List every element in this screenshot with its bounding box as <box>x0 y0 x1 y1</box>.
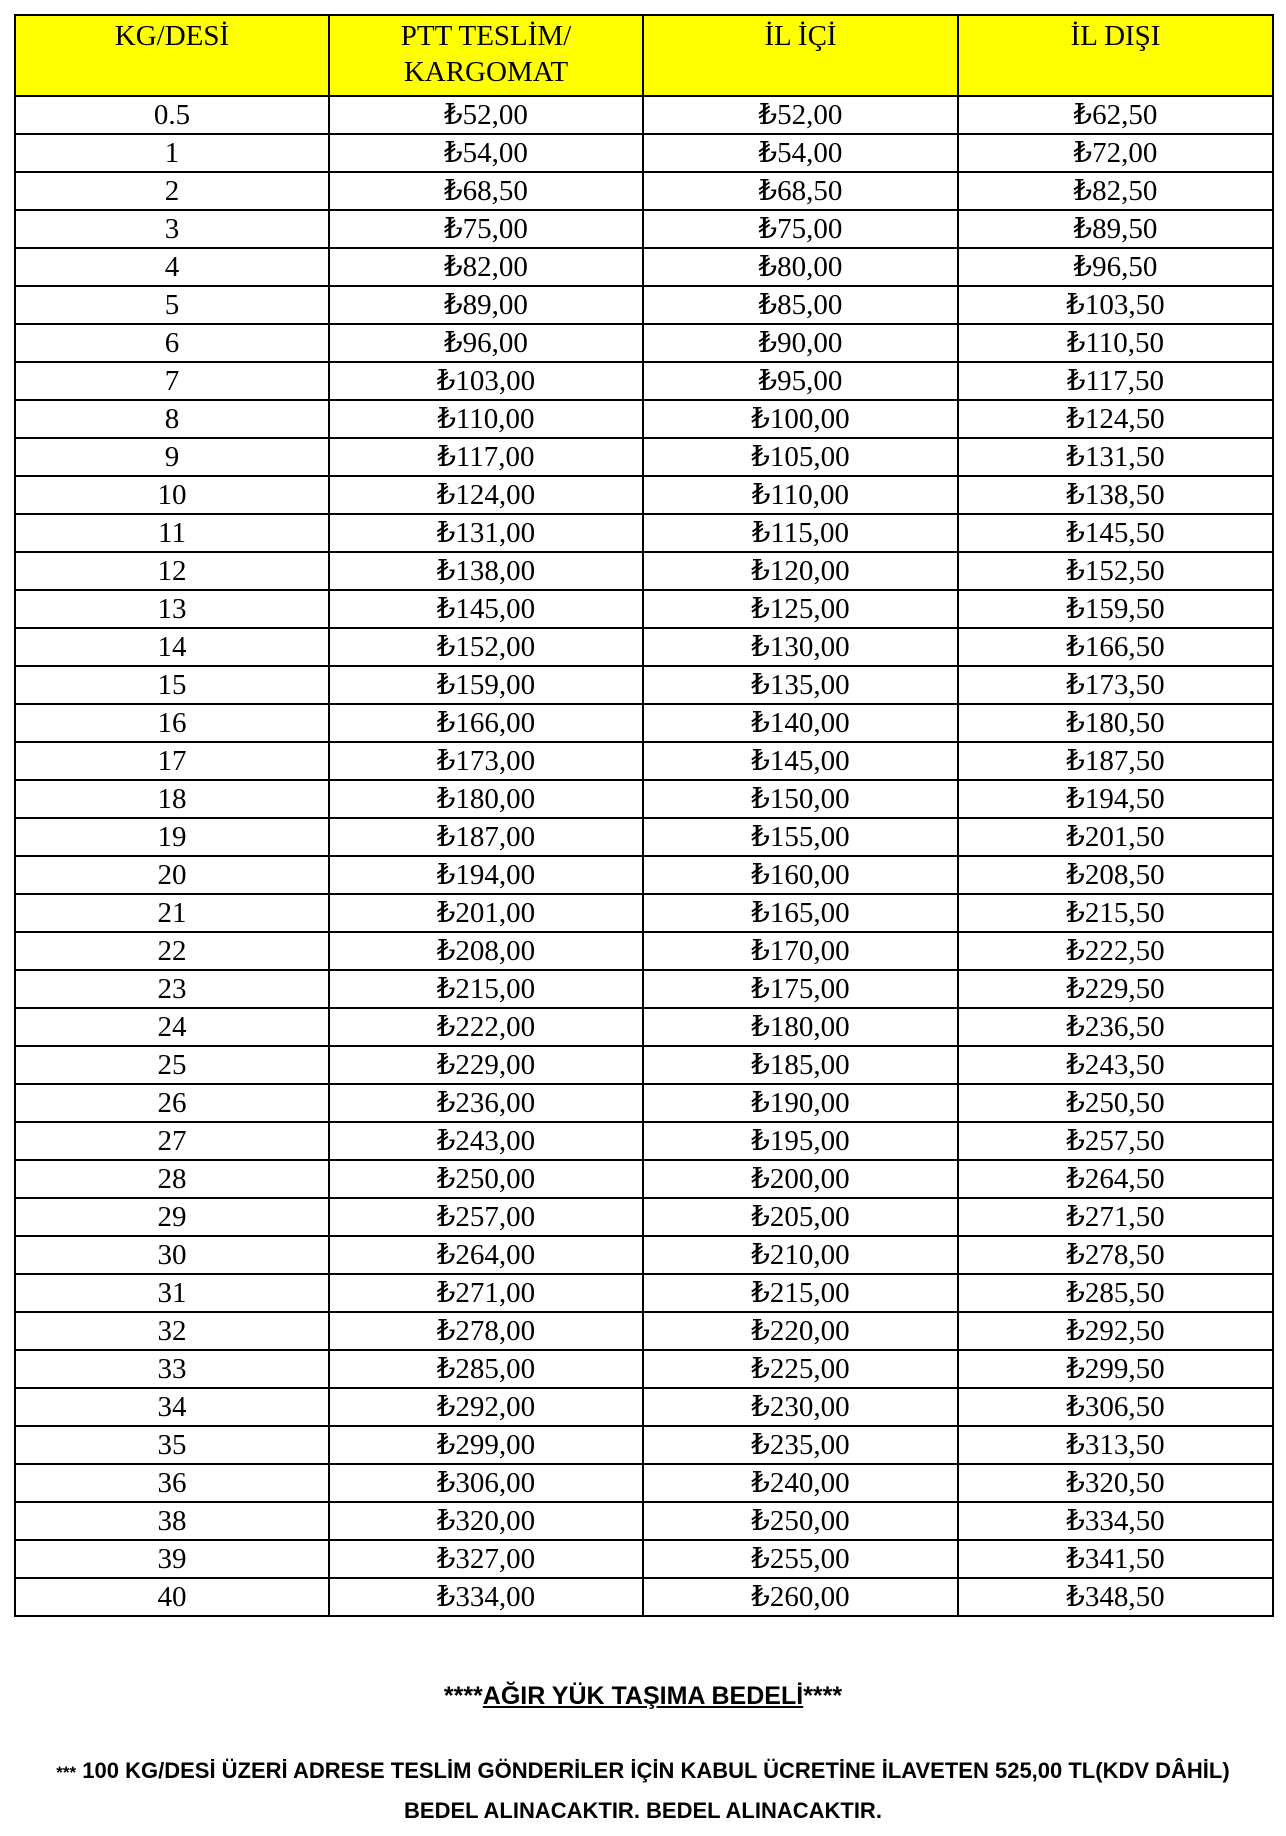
cell-il-disi: ₺138,50 <box>958 476 1273 514</box>
cell-il-ici: ₺165,00 <box>643 894 958 932</box>
cell-il-ici: ₺170,00 <box>643 932 958 970</box>
cell-kg-desi: 27 <box>15 1122 329 1160</box>
cell-kg-desi: 18 <box>15 780 329 818</box>
cell-ptt-teslim: ₺145,00 <box>329 590 643 628</box>
cell-il-disi: ₺124,50 <box>958 400 1273 438</box>
cell-il-ici: ₺135,00 <box>643 666 958 704</box>
cell-ptt-teslim: ₺103,00 <box>329 362 643 400</box>
cell-kg-desi: 9 <box>15 438 329 476</box>
cell-kg-desi: 25 <box>15 1046 329 1084</box>
cell-il-ici: ₺68,50 <box>643 172 958 210</box>
cell-kg-desi: 22 <box>15 932 329 970</box>
cell-ptt-teslim: ₺117,00 <box>329 438 643 476</box>
table-body <box>15 96 1273 1616</box>
table-row <box>15 324 1273 362</box>
footer-stars: *** <box>56 1763 77 1782</box>
cell-kg-desi: 36 <box>15 1464 329 1502</box>
cell-il-ici: ₺210,00 <box>643 1236 958 1274</box>
cell-il-ici: ₺155,00 <box>643 818 958 856</box>
table-row <box>15 1236 1273 1274</box>
cell-il-ici: ₺175,00 <box>643 970 958 1008</box>
cell-il-ici: ₺195,00 <box>643 1122 958 1160</box>
cell-kg-desi: 13 <box>15 590 329 628</box>
cell-il-disi: ₺72,00 <box>958 134 1273 172</box>
cell-il-disi: ₺250,50 <box>958 1084 1273 1122</box>
cell-il-disi: ₺334,50 <box>958 1502 1273 1540</box>
cell-kg-desi: 2 <box>15 172 329 210</box>
cell-kg-desi: 21 <box>15 894 329 932</box>
cell-kg-desi: 5 <box>15 286 329 324</box>
cell-il-ici: ₺130,00 <box>643 628 958 666</box>
cell-il-ici: ₺54,00 <box>643 134 958 172</box>
cell-il-disi: ₺110,50 <box>958 324 1273 362</box>
shipping-tariff-table <box>14 14 1274 1617</box>
cell-ptt-teslim: ₺159,00 <box>329 666 643 704</box>
cell-kg-desi: 7 <box>15 362 329 400</box>
table-row <box>15 590 1273 628</box>
cell-il-ici: ₺75,00 <box>643 210 958 248</box>
cell-il-disi: ₺278,50 <box>958 1236 1273 1274</box>
table-row <box>15 1274 1273 1312</box>
cell-il-disi: ₺215,50 <box>958 894 1273 932</box>
cell-ptt-teslim: ₺229,00 <box>329 1046 643 1084</box>
cell-ptt-teslim: ₺243,00 <box>329 1122 643 1160</box>
cell-kg-desi: 14 <box>15 628 329 666</box>
table-row <box>15 1578 1273 1616</box>
table-row <box>15 1084 1273 1122</box>
cell-il-ici: ₺120,00 <box>643 552 958 590</box>
table-row <box>15 1198 1273 1236</box>
cell-kg-desi: 28 <box>15 1160 329 1198</box>
cell-ptt-teslim: ₺299,00 <box>329 1426 643 1464</box>
cell-il-disi: ₺152,50 <box>958 552 1273 590</box>
cell-kg-desi: 1 <box>15 134 329 172</box>
cell-il-ici: ₺90,00 <box>643 324 958 362</box>
cell-il-disi: ₺306,50 <box>958 1388 1273 1426</box>
cell-il-disi: ₺208,50 <box>958 856 1273 894</box>
cell-il-ici: ₺250,00 <box>643 1502 958 1540</box>
footer-line-2: BEDEL ALINACAKTIR. BEDEL ALINACAKTIR. <box>404 1798 882 1823</box>
cell-il-disi: ₺236,50 <box>958 1008 1273 1046</box>
cell-il-ici: ₺185,00 <box>643 1046 958 1084</box>
cell-il-ici: ₺145,00 <box>643 742 958 780</box>
table-row <box>15 1122 1273 1160</box>
cell-kg-desi: 19 <box>15 818 329 856</box>
cell-ptt-teslim: ₺201,00 <box>329 894 643 932</box>
table-row <box>15 1464 1273 1502</box>
table-row <box>15 894 1273 932</box>
cell-il-disi: ₺103,50 <box>958 286 1273 324</box>
cell-kg-desi: 16 <box>15 704 329 742</box>
cell-il-ici: ₺180,00 <box>643 1008 958 1046</box>
cell-ptt-teslim: ₺257,00 <box>329 1198 643 1236</box>
cell-il-ici: ₺85,00 <box>643 286 958 324</box>
table-row <box>15 1160 1273 1198</box>
cell-kg-desi: 40 <box>15 1578 329 1616</box>
table-row <box>15 362 1273 400</box>
cell-ptt-teslim: ₺138,00 <box>329 552 643 590</box>
cell-il-disi: ₺222,50 <box>958 932 1273 970</box>
table-row <box>15 514 1273 552</box>
cell-ptt-teslim: ₺89,00 <box>329 286 643 324</box>
footer-note <box>14 1752 1272 1830</box>
cell-kg-desi: 26 <box>15 1084 329 1122</box>
cell-il-ici: ₺52,00 <box>643 96 958 134</box>
cell-kg-desi: 39 <box>15 1540 329 1578</box>
header-kg-desi: KG/DESİ <box>15 15 329 96</box>
cell-kg-desi: 17 <box>15 742 329 780</box>
cell-kg-desi: 31 <box>15 1274 329 1312</box>
cell-ptt-teslim: ₺334,00 <box>329 1578 643 1616</box>
table-row <box>15 438 1273 476</box>
cell-kg-desi: 12 <box>15 552 329 590</box>
cell-kg-desi: 4 <box>15 248 329 286</box>
table-row <box>15 628 1273 666</box>
cell-ptt-teslim: ₺166,00 <box>329 704 643 742</box>
table-row <box>15 1350 1273 1388</box>
table-row <box>15 856 1273 894</box>
cell-ptt-teslim: ₺75,00 <box>329 210 643 248</box>
cell-ptt-teslim: ₺52,00 <box>329 96 643 134</box>
header-il-disi: İL DIŞI <box>958 15 1273 96</box>
cell-il-disi: ₺271,50 <box>958 1198 1273 1236</box>
table-row <box>15 1502 1273 1540</box>
cell-il-ici: ₺190,00 <box>643 1084 958 1122</box>
cell-il-ici: ₺80,00 <box>643 248 958 286</box>
cell-ptt-teslim: ₺68,50 <box>329 172 643 210</box>
cell-ptt-teslim: ₺285,00 <box>329 1350 643 1388</box>
cell-kg-desi: 38 <box>15 1502 329 1540</box>
cell-ptt-teslim: ₺208,00 <box>329 932 643 970</box>
cell-il-disi: ₺257,50 <box>958 1122 1273 1160</box>
table-row <box>15 970 1273 1008</box>
cell-ptt-teslim: ₺180,00 <box>329 780 643 818</box>
cell-ptt-teslim: ₺236,00 <box>329 1084 643 1122</box>
heavy-load-suffix: **** <box>803 1682 843 1710</box>
cell-il-disi: ₺299,50 <box>958 1350 1273 1388</box>
cell-kg-desi: 15 <box>15 666 329 704</box>
cell-kg-desi: 10 <box>15 476 329 514</box>
cell-kg-desi: 30 <box>15 1236 329 1274</box>
cell-kg-desi: 20 <box>15 856 329 894</box>
header-ptt-teslim-line: PTT TESLİM/ <box>400 20 572 52</box>
cell-ptt-teslim: ₺215,00 <box>329 970 643 1008</box>
cell-il-disi: ₺292,50 <box>958 1312 1273 1350</box>
cell-ptt-teslim: ₺292,00 <box>329 1388 643 1426</box>
cell-il-disi: ₺117,50 <box>958 362 1273 400</box>
cell-il-disi: ₺166,50 <box>958 628 1273 666</box>
cell-il-ici: ₺200,00 <box>643 1160 958 1198</box>
table-row <box>15 780 1273 818</box>
table-row <box>15 552 1273 590</box>
cell-kg-desi: 34 <box>15 1388 329 1426</box>
cell-il-disi: ₺187,50 <box>958 742 1273 780</box>
cell-il-disi: ₺131,50 <box>958 438 1273 476</box>
cell-il-ici: ₺105,00 <box>643 438 958 476</box>
cell-il-disi: ₺62,50 <box>958 96 1273 134</box>
table-row <box>15 1426 1273 1464</box>
table-row <box>15 742 1273 780</box>
cell-ptt-teslim: ₺222,00 <box>329 1008 643 1046</box>
cell-ptt-teslim: ₺173,00 <box>329 742 643 780</box>
table-header-row <box>15 15 1273 96</box>
cell-il-disi: ₺341,50 <box>958 1540 1273 1578</box>
table-row <box>15 1046 1273 1084</box>
table-row <box>15 932 1273 970</box>
cell-ptt-teslim: ₺96,00 <box>329 324 643 362</box>
cell-il-disi: ₺159,50 <box>958 590 1273 628</box>
cell-il-disi: ₺82,50 <box>958 172 1273 210</box>
cell-il-disi: ₺285,50 <box>958 1274 1273 1312</box>
table-row <box>15 1008 1273 1046</box>
heavy-load-title <box>0 1680 1286 1712</box>
cell-kg-desi: 11 <box>15 514 329 552</box>
cell-il-ici: ₺125,00 <box>643 590 958 628</box>
cell-ptt-teslim: ₺306,00 <box>329 1464 643 1502</box>
cell-ptt-teslim: ₺152,00 <box>329 628 643 666</box>
cell-il-ici: ₺160,00 <box>643 856 958 894</box>
cell-kg-desi: 3 <box>15 210 329 248</box>
cell-kg-desi: 0.5 <box>15 96 329 134</box>
table-row <box>15 476 1273 514</box>
cell-il-ici: ₺215,00 <box>643 1274 958 1312</box>
cell-il-ici: ₺205,00 <box>643 1198 958 1236</box>
cell-il-ici: ₺140,00 <box>643 704 958 742</box>
cell-ptt-teslim: ₺250,00 <box>329 1160 643 1198</box>
cell-il-ici: ₺225,00 <box>643 1350 958 1388</box>
cell-il-disi: ₺348,50 <box>958 1578 1273 1616</box>
cell-il-ici: ₺110,00 <box>643 476 958 514</box>
cell-kg-desi: 29 <box>15 1198 329 1236</box>
cell-ptt-teslim: ₺264,00 <box>329 1236 643 1274</box>
header-kargomat-line: KARGOMAT <box>403 56 569 88</box>
cell-kg-desi: 35 <box>15 1426 329 1464</box>
cell-il-disi: ₺243,50 <box>958 1046 1273 1084</box>
cell-ptt-teslim: ₺194,00 <box>329 856 643 894</box>
cell-kg-desi: 8 <box>15 400 329 438</box>
cell-il-ici: ₺100,00 <box>643 400 958 438</box>
cell-il-disi: ₺313,50 <box>958 1426 1273 1464</box>
cell-ptt-teslim: ₺327,00 <box>329 1540 643 1578</box>
cell-il-ici: ₺95,00 <box>643 362 958 400</box>
cell-il-disi: ₺320,50 <box>958 1464 1273 1502</box>
cell-il-ici: ₺240,00 <box>643 1464 958 1502</box>
table-row <box>15 96 1273 134</box>
cell-il-disi: ₺194,50 <box>958 780 1273 818</box>
cell-kg-desi: 23 <box>15 970 329 1008</box>
header-ptt-teslim-kargomat <box>329 15 643 96</box>
cell-kg-desi: 32 <box>15 1312 329 1350</box>
cell-ptt-teslim: ₺82,00 <box>329 248 643 286</box>
cell-il-disi: ₺180,50 <box>958 704 1273 742</box>
cell-il-ici: ₺255,00 <box>643 1540 958 1578</box>
cell-il-ici: ₺150,00 <box>643 780 958 818</box>
cell-kg-desi: 6 <box>15 324 329 362</box>
cell-ptt-teslim: ₺278,00 <box>329 1312 643 1350</box>
cell-il-ici: ₺220,00 <box>643 1312 958 1350</box>
cell-il-disi: ₺201,50 <box>958 818 1273 856</box>
table-row <box>15 666 1273 704</box>
cell-il-disi: ₺145,50 <box>958 514 1273 552</box>
cell-ptt-teslim: ₺124,00 <box>329 476 643 514</box>
heavy-load-prefix: **** <box>443 1682 483 1710</box>
heavy-load-title-text: AĞIR YÜK TAŞIMA BEDELİ <box>482 1682 804 1710</box>
table-row <box>15 400 1273 438</box>
cell-il-disi: ₺96,50 <box>958 248 1273 286</box>
table-row <box>15 210 1273 248</box>
footer-line-1: 100 KG/DESİ ÜZERİ ADRESE TESLİM GÖNDERİLER İÇİN KABUL ÜCRETİNE İLAVETEN 525,00 TL(KDV DÂHİL) <box>82 1758 1230 1783</box>
cell-il-ici: ₺115,00 <box>643 514 958 552</box>
cell-ptt-teslim: ₺320,00 <box>329 1502 643 1540</box>
cell-kg-desi: 33 <box>15 1350 329 1388</box>
cell-ptt-teslim: ₺131,00 <box>329 514 643 552</box>
cell-ptt-teslim: ₺110,00 <box>329 400 643 438</box>
table-row <box>15 134 1273 172</box>
cell-il-ici: ₺230,00 <box>643 1388 958 1426</box>
cell-ptt-teslim: ₺187,00 <box>329 818 643 856</box>
header-il-ici: İL İÇİ <box>643 15 958 96</box>
cell-il-disi: ₺229,50 <box>958 970 1273 1008</box>
cell-ptt-teslim: ₺54,00 <box>329 134 643 172</box>
cell-il-ici: ₺260,00 <box>643 1578 958 1616</box>
cell-il-disi: ₺173,50 <box>958 666 1273 704</box>
table-row <box>15 1312 1273 1350</box>
table-row <box>15 286 1273 324</box>
table-row <box>15 704 1273 742</box>
table-row <box>15 1540 1273 1578</box>
table-row <box>15 1388 1273 1426</box>
table-row <box>15 818 1273 856</box>
cell-kg-desi: 24 <box>15 1008 329 1046</box>
cell-il-disi: ₺264,50 <box>958 1160 1273 1198</box>
cell-ptt-teslim: ₺271,00 <box>329 1274 643 1312</box>
cell-il-ici: ₺235,00 <box>643 1426 958 1464</box>
table-row <box>15 248 1273 286</box>
table-row <box>15 172 1273 210</box>
cell-il-disi: ₺89,50 <box>958 210 1273 248</box>
